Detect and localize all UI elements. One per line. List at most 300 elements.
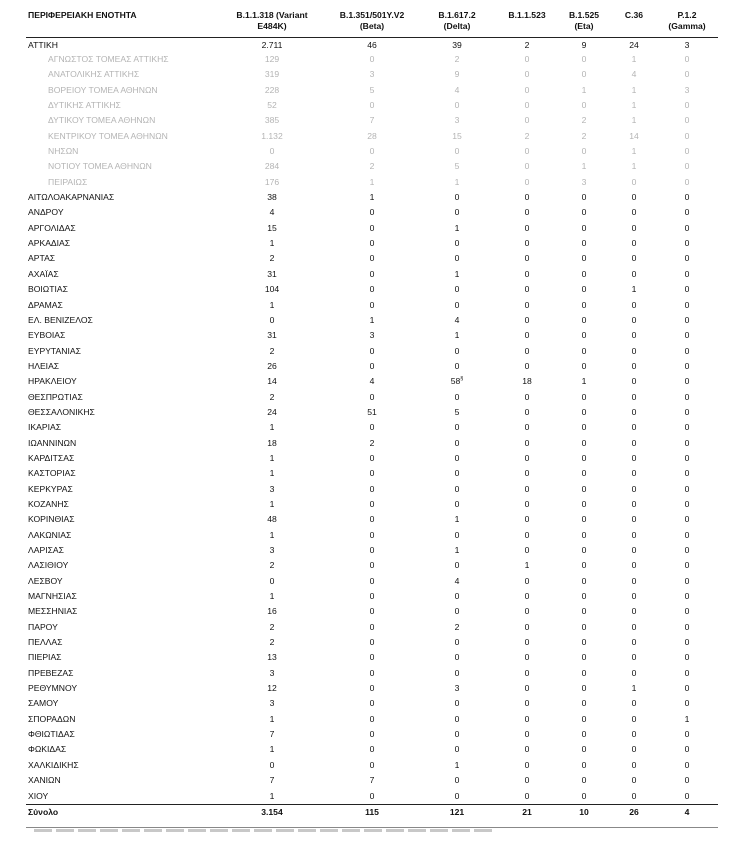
cell-value	[328, 589, 416, 604]
value-text: 0	[684, 100, 690, 111]
value-text: 0	[631, 514, 637, 525]
cell-value	[216, 512, 328, 527]
value-text: 0	[454, 483, 460, 494]
cell-value	[216, 789, 328, 805]
cell-value	[556, 159, 612, 174]
value-text: 15	[452, 130, 462, 141]
value-text: 1	[454, 268, 460, 279]
cell-value	[556, 390, 612, 405]
value-text: 0	[369, 222, 375, 233]
cell-value	[416, 742, 498, 757]
value-text: 0	[524, 284, 530, 295]
region-name: ΑΡΓΟΛΙΔΑΣ	[28, 222, 76, 233]
value-text: 0	[581, 406, 587, 417]
cell-value	[216, 205, 328, 220]
value-text: 0	[524, 222, 530, 233]
value-text: 0	[581, 391, 587, 402]
value-text: 0	[631, 713, 637, 724]
value-text: 5	[369, 84, 375, 95]
cell-value	[612, 267, 656, 282]
value-text: 0	[454, 667, 460, 678]
value-text: 0	[631, 222, 637, 233]
cell-value	[328, 83, 416, 98]
cell-value	[216, 129, 328, 144]
cell-value	[656, 83, 718, 98]
header-col-line2: (Eta)	[574, 20, 594, 31]
cell-value	[216, 328, 328, 343]
cell-value	[612, 52, 656, 67]
value-text: 0	[581, 729, 587, 740]
value-text: 0	[631, 621, 637, 632]
region-name: ΑΝΑΤΟΛΙΚΗΣ ΑΤΤΙΚΗΣ	[48, 69, 140, 80]
region-row	[26, 558, 718, 573]
cell-value	[498, 650, 556, 665]
cell-value	[416, 436, 498, 451]
value-text: 0	[524, 759, 530, 770]
value-text: 0	[524, 529, 530, 540]
value-text: 0	[369, 238, 375, 249]
cell-value	[416, 773, 498, 788]
cell-value	[328, 681, 416, 696]
value-text: 0	[684, 591, 690, 602]
header-col-6	[656, 10, 718, 38]
cell-value	[612, 298, 656, 313]
cell-value	[328, 190, 416, 205]
value-text: 1	[684, 713, 690, 724]
cell-value	[556, 604, 612, 619]
cell-value	[656, 666, 718, 681]
value-text: 0	[631, 498, 637, 509]
value-text: 0	[684, 192, 690, 203]
cell-value	[328, 773, 416, 788]
cell-value	[656, 98, 718, 113]
value-text: 0	[524, 253, 530, 264]
cell-value	[556, 38, 612, 53]
value-text: 31	[267, 268, 277, 279]
region-row	[26, 298, 718, 313]
region-name: ΝΗΣΩΝ	[48, 146, 79, 157]
value-text: 4	[631, 69, 637, 80]
cell-value	[216, 528, 328, 543]
cell-value	[612, 313, 656, 328]
cell-value	[612, 221, 656, 236]
cell-value	[556, 681, 612, 696]
cell-value	[416, 83, 498, 98]
cell-value	[498, 313, 556, 328]
region-row	[26, 528, 718, 543]
value-text: 0	[684, 698, 690, 709]
cell-value	[656, 129, 718, 144]
region-name: ΦΘΙΩΤΙΔΑΣ	[28, 729, 75, 740]
region-name: ΘΕΣΠΡΩΤΙΑΣ	[28, 391, 83, 402]
value-text: 2	[369, 161, 375, 172]
cell-value	[216, 696, 328, 711]
value-text: 0	[684, 667, 690, 678]
cell-value	[556, 221, 612, 236]
header-col-line2: (Gamma)	[668, 20, 706, 31]
value-text: 0	[369, 606, 375, 617]
value-text: 0	[581, 437, 587, 448]
value-text: 0	[684, 268, 690, 279]
value-text: 5	[454, 406, 460, 417]
region-row	[26, 390, 718, 405]
value-text: 0	[369, 637, 375, 648]
cell-value	[556, 436, 612, 451]
value-text: 0	[454, 468, 460, 479]
cell-value	[556, 558, 612, 573]
value-text: 0	[581, 775, 587, 786]
cell-value	[612, 789, 656, 805]
region-name: ΧΙΟΥ	[28, 790, 49, 801]
cell-value	[416, 558, 498, 573]
region-name: ΑΡΚΑΔΙΑΣ	[28, 238, 71, 249]
value-text: 0	[369, 207, 375, 218]
cell-value	[498, 604, 556, 619]
value-text: 0	[631, 452, 637, 463]
value-text: 0	[684, 238, 690, 249]
value-text: 0	[524, 652, 530, 663]
cell-value	[416, 251, 498, 266]
value-text: 0	[631, 406, 637, 417]
subregion-row	[26, 129, 718, 144]
region-name: ΑΝΔΡΟΥ	[28, 207, 64, 218]
value-text: 26	[629, 806, 639, 817]
value-text: 0	[684, 621, 690, 632]
cell-value	[612, 804, 656, 820]
cell-value	[556, 482, 612, 497]
value-text: 0	[369, 591, 375, 602]
value-text: 4	[454, 314, 460, 325]
cell-value	[612, 129, 656, 144]
value-text: 0	[369, 621, 375, 632]
value-text: 0	[524, 744, 530, 755]
value-text: 0	[454, 284, 460, 295]
cell-value	[216, 758, 328, 773]
region-name: ΕΛ. ΒΕΝΙΖΕΛΟΣ	[28, 314, 93, 325]
value-text: 0	[369, 529, 375, 540]
header-col-line2: (Delta)	[443, 20, 471, 31]
value-text: 0	[684, 391, 690, 402]
cell-value	[328, 758, 416, 773]
cell-value	[656, 789, 718, 805]
cell-value	[612, 681, 656, 696]
region-name: ΦΩΚΙΔΑΣ	[28, 744, 67, 755]
cell-value	[656, 52, 718, 67]
region-name: ΔΥΤΙΚΗΣ ΑΤΤΙΚΗΣ	[48, 100, 121, 111]
cell-value	[556, 758, 612, 773]
region-row	[26, 758, 718, 773]
region-name: ΒΟΡΕΙΟΥ ΤΟΜΕΑ ΑΘΗΝΩΝ	[48, 84, 158, 95]
region-name: Σύνολο	[28, 806, 59, 817]
value-text: 0	[631, 744, 637, 755]
cell-value	[656, 742, 718, 757]
cell-value	[216, 712, 328, 727]
value-text: 0	[684, 284, 690, 295]
value-text: 0	[631, 299, 637, 310]
cell-value	[416, 67, 498, 82]
cell-value	[416, 666, 498, 681]
cell-value	[498, 635, 556, 650]
value-text: 0	[581, 468, 587, 479]
cell-value	[328, 298, 416, 313]
region-name: ΧΑΛΚΙΔΙΚΗΣ	[28, 759, 79, 770]
cell-value	[216, 436, 328, 451]
cell-value	[612, 236, 656, 251]
value-text: 0	[631, 468, 637, 479]
cell-value	[216, 482, 328, 497]
value-text: 0	[369, 560, 375, 571]
cell-value	[612, 497, 656, 512]
cell-value	[416, 620, 498, 635]
cell-value	[216, 635, 328, 650]
value-text: 0	[631, 606, 637, 617]
cell-value	[556, 236, 612, 251]
value-text: 0	[684, 330, 690, 341]
value-text: 0	[581, 422, 587, 433]
value-text: 3	[269, 545, 275, 555]
subregion-row	[26, 175, 718, 190]
value-text: 0	[631, 729, 637, 740]
cell-value	[612, 83, 656, 98]
cell-value	[498, 267, 556, 282]
value-text: 0	[684, 345, 690, 356]
region-name: ΧΑΝΙΩΝ	[28, 775, 61, 786]
cell-value	[612, 405, 656, 420]
cell-value	[612, 451, 656, 466]
value-text: 0	[524, 606, 530, 617]
value-text: 0	[581, 345, 587, 356]
cell-value	[656, 466, 718, 481]
cell-value	[612, 512, 656, 527]
region-row	[26, 620, 718, 635]
value-text: 0	[581, 575, 587, 586]
cell-value	[328, 374, 416, 389]
value-text: 0	[581, 759, 587, 770]
value-text: 0	[581, 452, 587, 463]
value-text: 2.711	[261, 40, 283, 50]
cell-value	[498, 512, 556, 527]
value-text: 0	[454, 391, 460, 402]
header-col-line1: B.1.351/501Y.V2	[339, 10, 405, 20]
value-text: 0	[524, 268, 530, 279]
value-text: 1	[631, 115, 637, 126]
cell-value	[556, 67, 612, 82]
cell-value	[328, 359, 416, 374]
region-row	[26, 650, 718, 665]
cell-value	[498, 405, 556, 420]
value-text: 0	[684, 146, 690, 157]
value-text: 0	[581, 360, 587, 371]
value-text: 0	[524, 360, 530, 371]
cell-value	[498, 742, 556, 757]
cell-value	[612, 98, 656, 113]
cell-value	[498, 620, 556, 635]
cell-value	[328, 497, 416, 512]
cell-value	[498, 451, 556, 466]
cell-value	[328, 328, 416, 343]
region-row	[26, 712, 718, 727]
value-text: 0	[684, 176, 690, 187]
cell-value	[416, 466, 498, 481]
cell-value	[556, 512, 612, 527]
value-text: 0	[684, 69, 690, 80]
cell-value	[416, 236, 498, 251]
value-text: 0	[369, 253, 375, 264]
cell-value	[498, 159, 556, 174]
value-text: 0	[581, 652, 587, 663]
cell-value	[656, 620, 718, 635]
value-text: 0	[581, 330, 587, 341]
cell-value	[612, 620, 656, 635]
header-col-line1: C.36	[624, 10, 644, 20]
cell-value	[328, 251, 416, 266]
value-text: 1	[631, 683, 637, 694]
value-text: 0	[631, 253, 637, 264]
cell-value	[612, 727, 656, 742]
cell-value	[612, 696, 656, 711]
region-name: ΙΩΑΝΝΙΝΩΝ	[28, 437, 77, 448]
cell-value	[216, 282, 328, 297]
header-col-2	[416, 10, 498, 38]
region-row	[26, 436, 718, 451]
value-text: 0	[684, 422, 690, 433]
cell-value	[498, 528, 556, 543]
cell-value	[656, 313, 718, 328]
cell-value	[416, 589, 498, 604]
value-text: 0	[524, 468, 530, 479]
value-text: 1	[454, 514, 460, 525]
value-text: 3	[269, 698, 275, 709]
value-text: 9	[581, 40, 587, 50]
cell-value	[216, 221, 328, 236]
cell-value	[498, 727, 556, 742]
value-text: 0	[684, 207, 690, 218]
region-row	[26, 466, 718, 481]
value-text: 0	[684, 253, 690, 264]
value-text: 0	[369, 698, 375, 709]
value-text: 7	[269, 775, 275, 786]
value-text: 0	[369, 345, 375, 356]
cell-value	[556, 466, 612, 481]
value-text: 7	[369, 115, 375, 126]
cell-value	[416, 543, 498, 558]
value-text: 0	[454, 146, 460, 157]
value-text: 0	[454, 207, 460, 218]
cell-value	[498, 696, 556, 711]
cell-value	[612, 758, 656, 773]
value-text: 0	[524, 575, 530, 586]
value-text: 115	[365, 806, 379, 817]
cell-value	[328, 221, 416, 236]
cell-value	[556, 666, 612, 681]
cell-value	[612, 38, 656, 53]
cell-value	[556, 251, 612, 266]
cell-value	[416, 282, 498, 297]
cell-value	[612, 712, 656, 727]
cell-value	[216, 558, 328, 573]
region-row	[26, 773, 718, 788]
cell-value	[328, 390, 416, 405]
cell-value	[216, 589, 328, 604]
cell-value	[612, 558, 656, 573]
cell-value	[498, 282, 556, 297]
value-text: 0	[369, 790, 375, 801]
cell-value	[556, 328, 612, 343]
region-name: ΡΕΘΥΜΝΟΥ	[28, 683, 78, 694]
value-text: 1	[269, 591, 275, 602]
cell-value	[556, 175, 612, 190]
cell-value	[416, 574, 498, 589]
cell-value	[498, 789, 556, 805]
cell-value	[556, 451, 612, 466]
value-text: 0	[684, 468, 690, 479]
value-text: 2	[269, 560, 275, 571]
variants-table-container	[26, 10, 718, 820]
subregion-row	[26, 67, 718, 82]
value-text: 1	[581, 161, 587, 172]
cell-value	[556, 727, 612, 742]
value-text: 0	[524, 545, 530, 555]
header-col-line1: B.1.1.523	[508, 10, 546, 20]
cell-value	[612, 67, 656, 82]
value-text: 0	[454, 713, 460, 724]
cell-value	[612, 436, 656, 451]
value-text: 0	[269, 575, 275, 586]
value-text: 14	[267, 376, 277, 387]
value-text: 2	[269, 253, 275, 264]
region-row	[26, 742, 718, 757]
region-name: ΜΕΣΣΗΝΙΑΣ	[28, 606, 78, 617]
value-text: 0	[454, 299, 460, 310]
value-text: 319	[264, 69, 280, 80]
value-text: 0	[524, 683, 530, 694]
value-text: 10	[579, 806, 589, 817]
cell-value	[416, 712, 498, 727]
region-name: ΚΕΡΚΥΡΑΣ	[28, 483, 73, 494]
cell-value	[656, 804, 718, 820]
cell-value	[498, 359, 556, 374]
value-text: 0	[269, 759, 275, 770]
region-row	[26, 420, 718, 435]
value-text: 0	[524, 391, 530, 402]
region-name: ΛΕΣΒΟΥ	[28, 575, 63, 586]
header-col-line2: (Beta)	[359, 20, 385, 31]
value-text: 0	[369, 744, 375, 755]
cell-value	[216, 313, 328, 328]
cell-value	[656, 451, 718, 466]
cell-value	[328, 236, 416, 251]
value-text: 0	[684, 545, 690, 555]
value-text: 5	[454, 161, 460, 172]
value-text: 0	[684, 729, 690, 740]
region-name: ΔΡΑΜΑΣ	[28, 299, 63, 310]
cell-value	[416, 98, 498, 113]
cell-value	[328, 144, 416, 159]
cell-value	[328, 267, 416, 282]
region-row	[26, 451, 718, 466]
cell-value	[656, 405, 718, 420]
value-text: 2	[581, 115, 587, 126]
cell-value	[612, 390, 656, 405]
value-text: 1	[631, 100, 637, 111]
value-text: 1	[631, 54, 637, 64]
cell-value	[416, 267, 498, 282]
cell-value	[216, 83, 328, 98]
header-col-5	[612, 10, 656, 38]
cell-value	[612, 190, 656, 205]
cell-value	[612, 528, 656, 543]
value-text: 3	[581, 176, 587, 187]
